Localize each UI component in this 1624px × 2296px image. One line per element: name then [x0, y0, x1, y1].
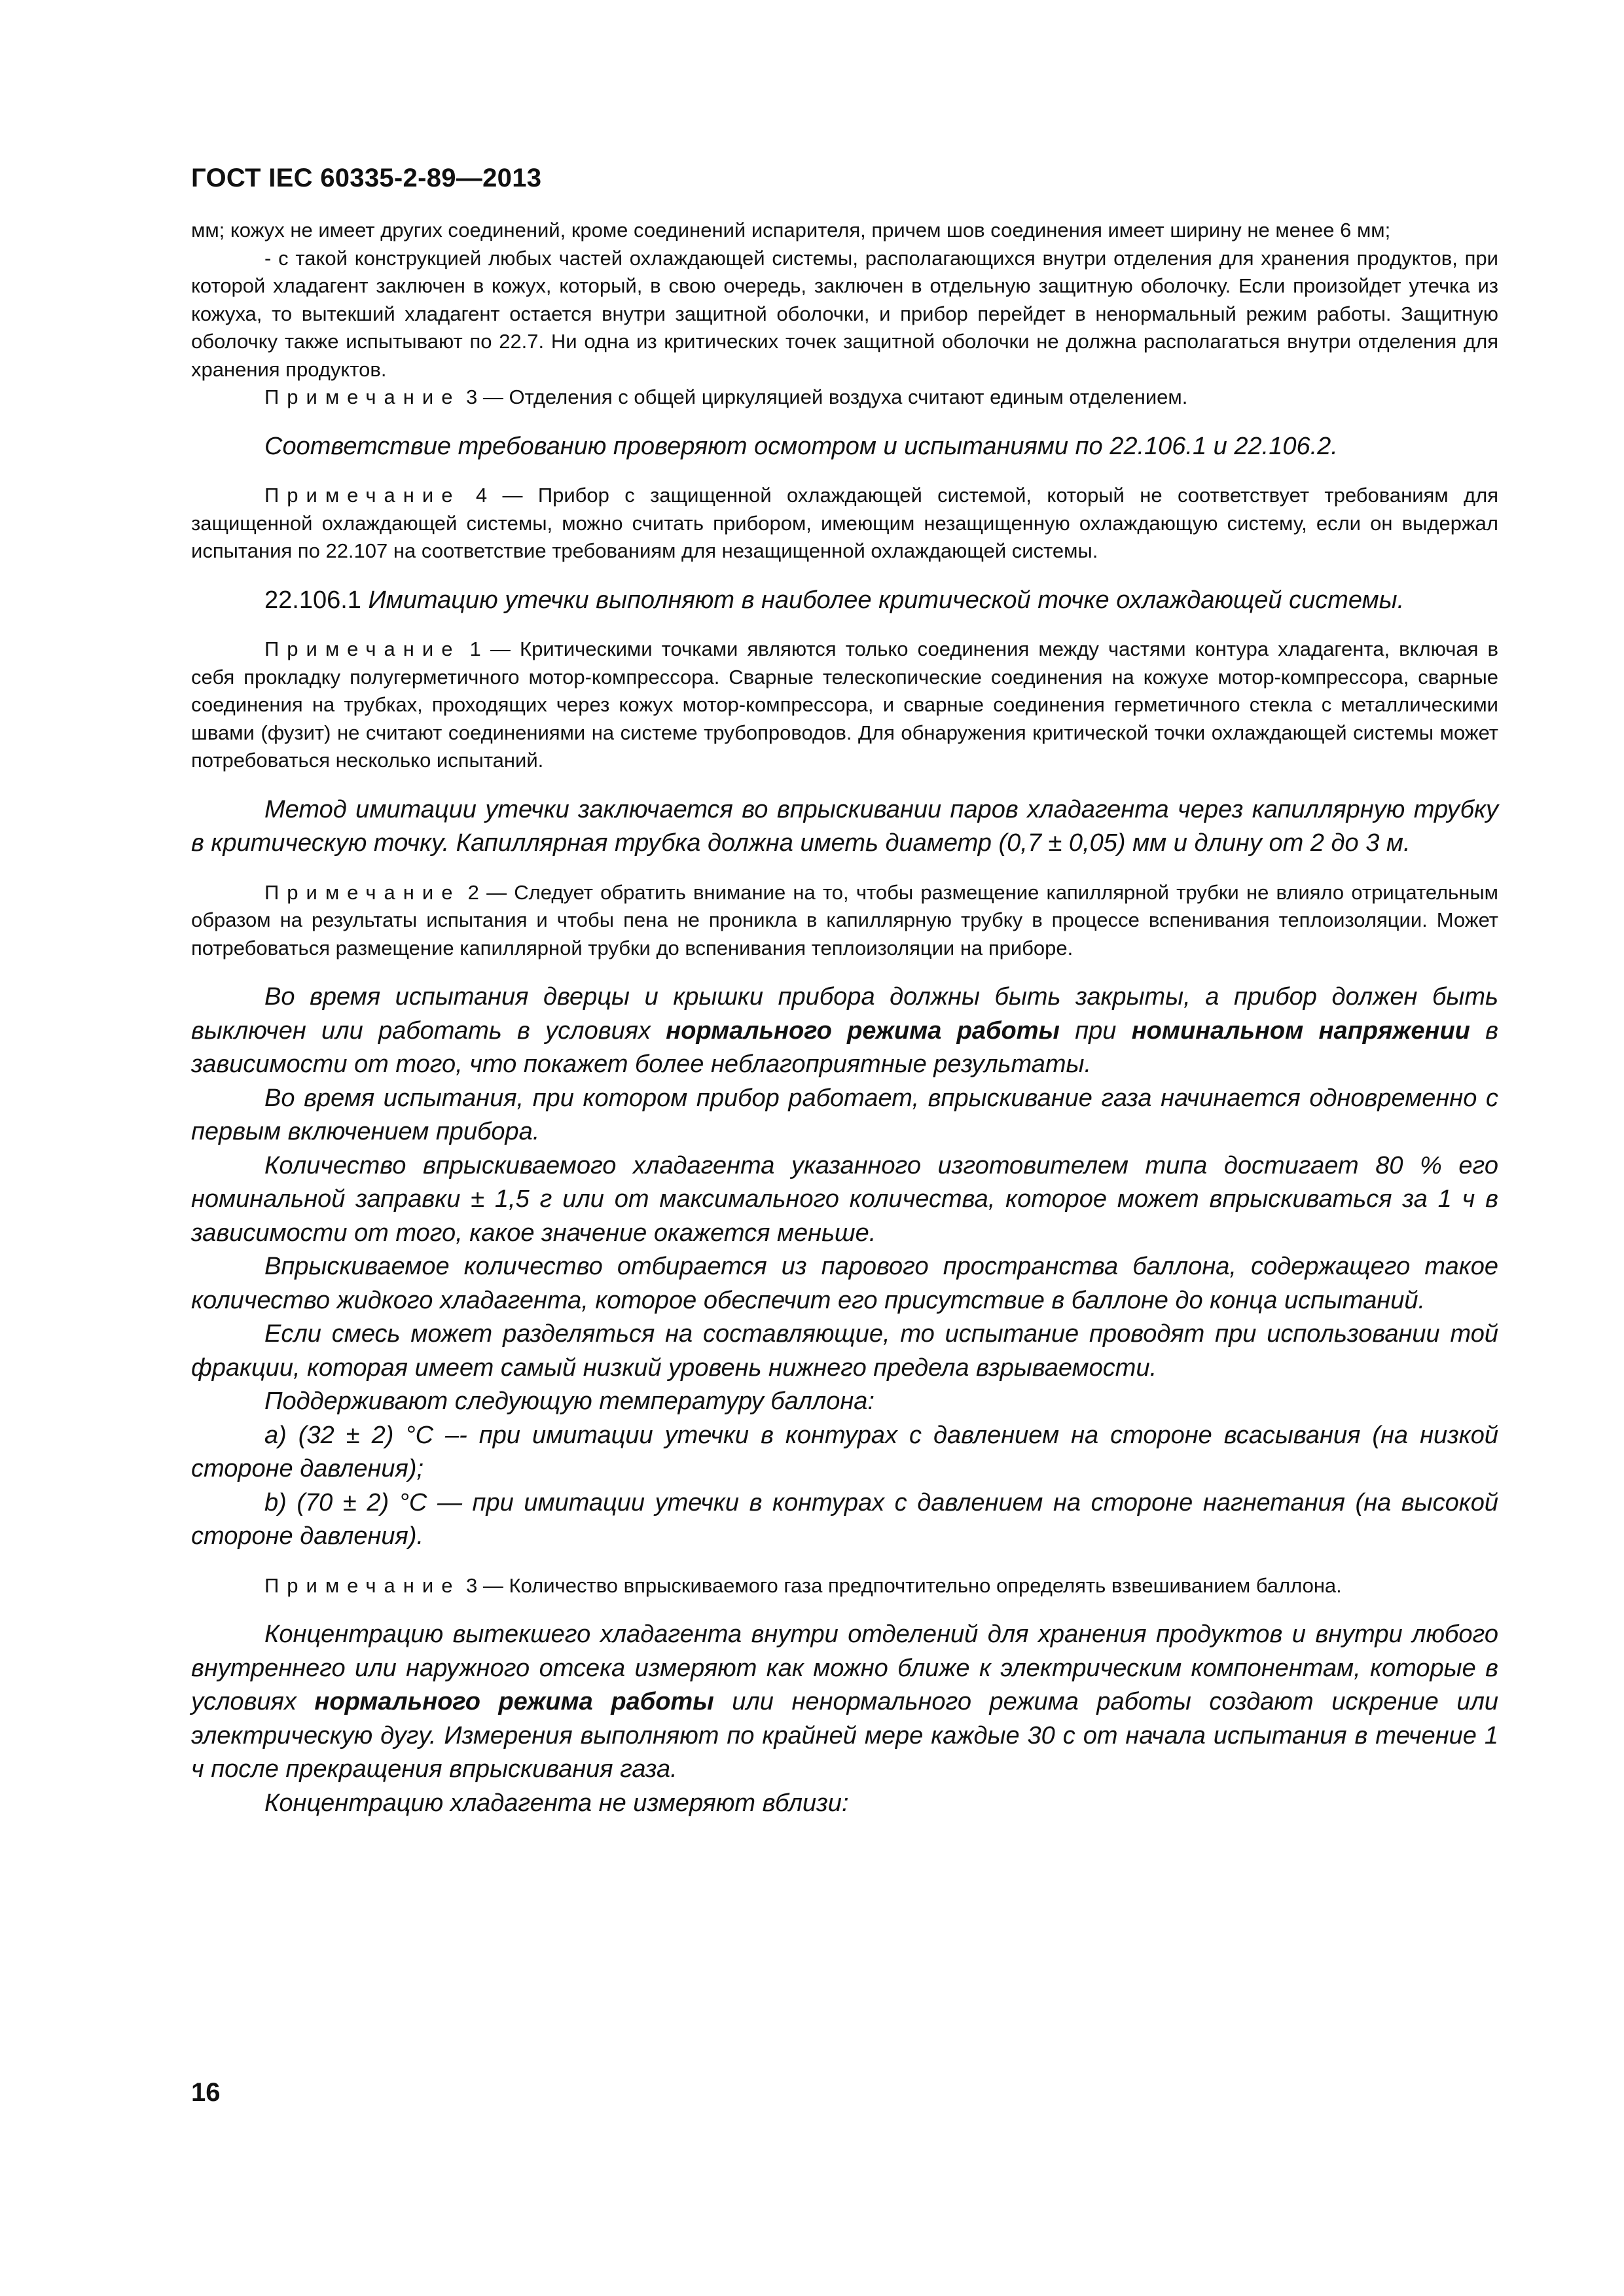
note-3-compartments: Примечание 3 — Отделения с общей циркуляцией воздуха считают единым отделением. — [264, 386, 1188, 408]
clause-number: 22.106.1 — [264, 586, 361, 614]
note-1: Примечание 1 — Критическими точками являются только соединения между частями контура хладагента, включая в себя прокладку полугерметичного мотор-компрессора. Сварные телескопические соединения на кожухе мотор-компрессора, сварные соединения на трубках, проходящих через кожух мотор-компрессора, и сварные соединения герметичного стекла с металлическими швами (фузит) не считают соединениями на системе трубопроводов. Для обнаружения критической точки охлаждающей системы может потребоваться несколько испытаний. — [191, 637, 1498, 772]
note-label: Примечание — [264, 637, 461, 660]
paragraph-doors-closed: Во время испытания дверцы и крышки прибора должны быть закрыты, а прибор должен быть выключен или работать в условиях нормального режима работы при номинальном напряжении в зависимости от того, что покажет более неблагоприятные результаты. — [191, 983, 1499, 1078]
compliance-statement: Соответствие требованию проверяют осмотром и испытаниями по 22.106.1 и 22.106.2. — [264, 432, 1338, 460]
paragraph-protective-shell: - с такой конструкцией любых частей охлаждающей системы, располагающихся внутри отделения для хранения продуктов, при которой хладагент заключен в кожух, который, в свою очередь, заключен в отдельную защитную оболочку. Если произойдет утечка из кожуха, то вытекший хладагент остается внутри защитной оболочки, и прибор перейдет в ненормальный режим работы. Защитную оболочку также испытывают по 22.7. Ни одна из критических точек защитной оболочки не должна располагаться внутри отделения для хранения продуктов. — [191, 246, 1498, 381]
note-label: Примечание — [264, 386, 461, 408]
clause-22-106-1 — [191, 584, 1498, 618]
clause-text: Имитацию утечки выполняют в наиболее критической точке охлаждающей системы. — [361, 586, 1405, 614]
document-header: ГОСТ IEC 60335-2-89—2013 — [191, 164, 542, 192]
note-3-weighing: Примечание 3 — Количество впрыскиваемого газа предпочтительно определять взвешиванием баллона. — [264, 1573, 1342, 1597]
note-label: Примечание — [264, 484, 461, 507]
paragraph-cylinder-temperature: Поддерживают следующую температуру баллона: — [264, 1388, 875, 1415]
paragraph-quantity: Количество впрыскиваемого хладагента указанного изготовителем типа достигает 80 % его номинальной заправки ± 1,5 г или от максимального количества, которое может впрыскиваться за 1 ч в зависимости от того, какое значение окажется меньше. — [191, 1151, 1498, 1247]
paragraph-mixture: Если смесь может разделяться на составляющие, то испытание проводят при использовании той фракции, которая имеет самый низкий уровень нижнего предела взрываемости. — [191, 1320, 1498, 1382]
term-normal-operation: нормального режима работы — [666, 1016, 1060, 1045]
note-4: Примечание 4 — Прибор с защищенной охлаждающей системой, который не соответствует требованиям для защищенной охлаждающей системы, можно считать прибором, имеющим незащищенную охлаждающую систему, если он выдержал испытания по 22.107 на соответствие требованиям для незащищенной охлаждающей системы. — [191, 484, 1498, 562]
paragraph-vapour-space: Впрыскиваемое количество отбирается из парового пространства баллона, содержащего такое количество жидкого хладагента, которое обеспечит его присутствие в баллоне до конца испытаний. — [191, 1253, 1498, 1314]
paragraph-injection-start: Во время испытания, при котором прибор работает, впрыскивание газа начинается одновременно с первым включением прибора. — [191, 1084, 1498, 1145]
paragraph-not-measured: Концентрацию хладагента не измеряют вблизи: — [264, 1789, 849, 1817]
note-label: Примечание — [264, 1573, 461, 1597]
page-number: 16 — [191, 2078, 221, 2107]
term-rated-voltage: номинальном напряжении — [1131, 1016, 1470, 1045]
document-page — [191, 164, 1498, 1820]
note-label: Примечание — [264, 880, 461, 904]
term-normal-operation: нормального режима работы — [314, 1688, 714, 1715]
list-item-b: b) (70 ± 2) °С — при имитации утечки в контурах с давлением на стороне нагнетания (на высокой стороне давления). — [191, 1488, 1498, 1550]
method-paragraph: Метод имитации утечки заключается во впрыскивании паров хладагента через капиллярную трубку в критическую точку. Капиллярная трубка должна иметь диаметр (0,7 ± 0,05) мм и длину от 2 до 3 м. — [191, 795, 1498, 857]
note-2: Примечание 2 — Следует обратить внимание на то, чтобы размещение капиллярной трубки не влияло отрицательным образом на результаты испытания и чтобы пена не проникла в капиллярную трубку в процессе вспенивания теплоизоляции. Может потребоваться размещение капиллярной трубки до вспенивания теплоизоляции на приборе. — [191, 880, 1498, 960]
paragraph-continued: мм; кожух не имеет других соединений, кроме соединений испарителя, причем шов соединения имеет ширину не менее 6 мм; — [191, 219, 1391, 242]
list-item-a: a) (32 ± 2) °С –- при имитации утечки в контурах с давлением на стороне всасывания (на низкой стороне давления); — [191, 1421, 1498, 1482]
paragraph-concentration: Концентрацию вытекшего хладагента внутри отделений для хранения продуктов и внутри любого внутреннего или наружного отсека измеряют как можно ближе к электрическим компонентам, которые в условиях нормального режима работы или ненормального режима работы создают искрение или электрическую дугу. Измерения выполняют по крайней мере каждые 30 с от начала испытания в течение 1 ч после прекращения впрыскивания газа. — [191, 1621, 1499, 1783]
